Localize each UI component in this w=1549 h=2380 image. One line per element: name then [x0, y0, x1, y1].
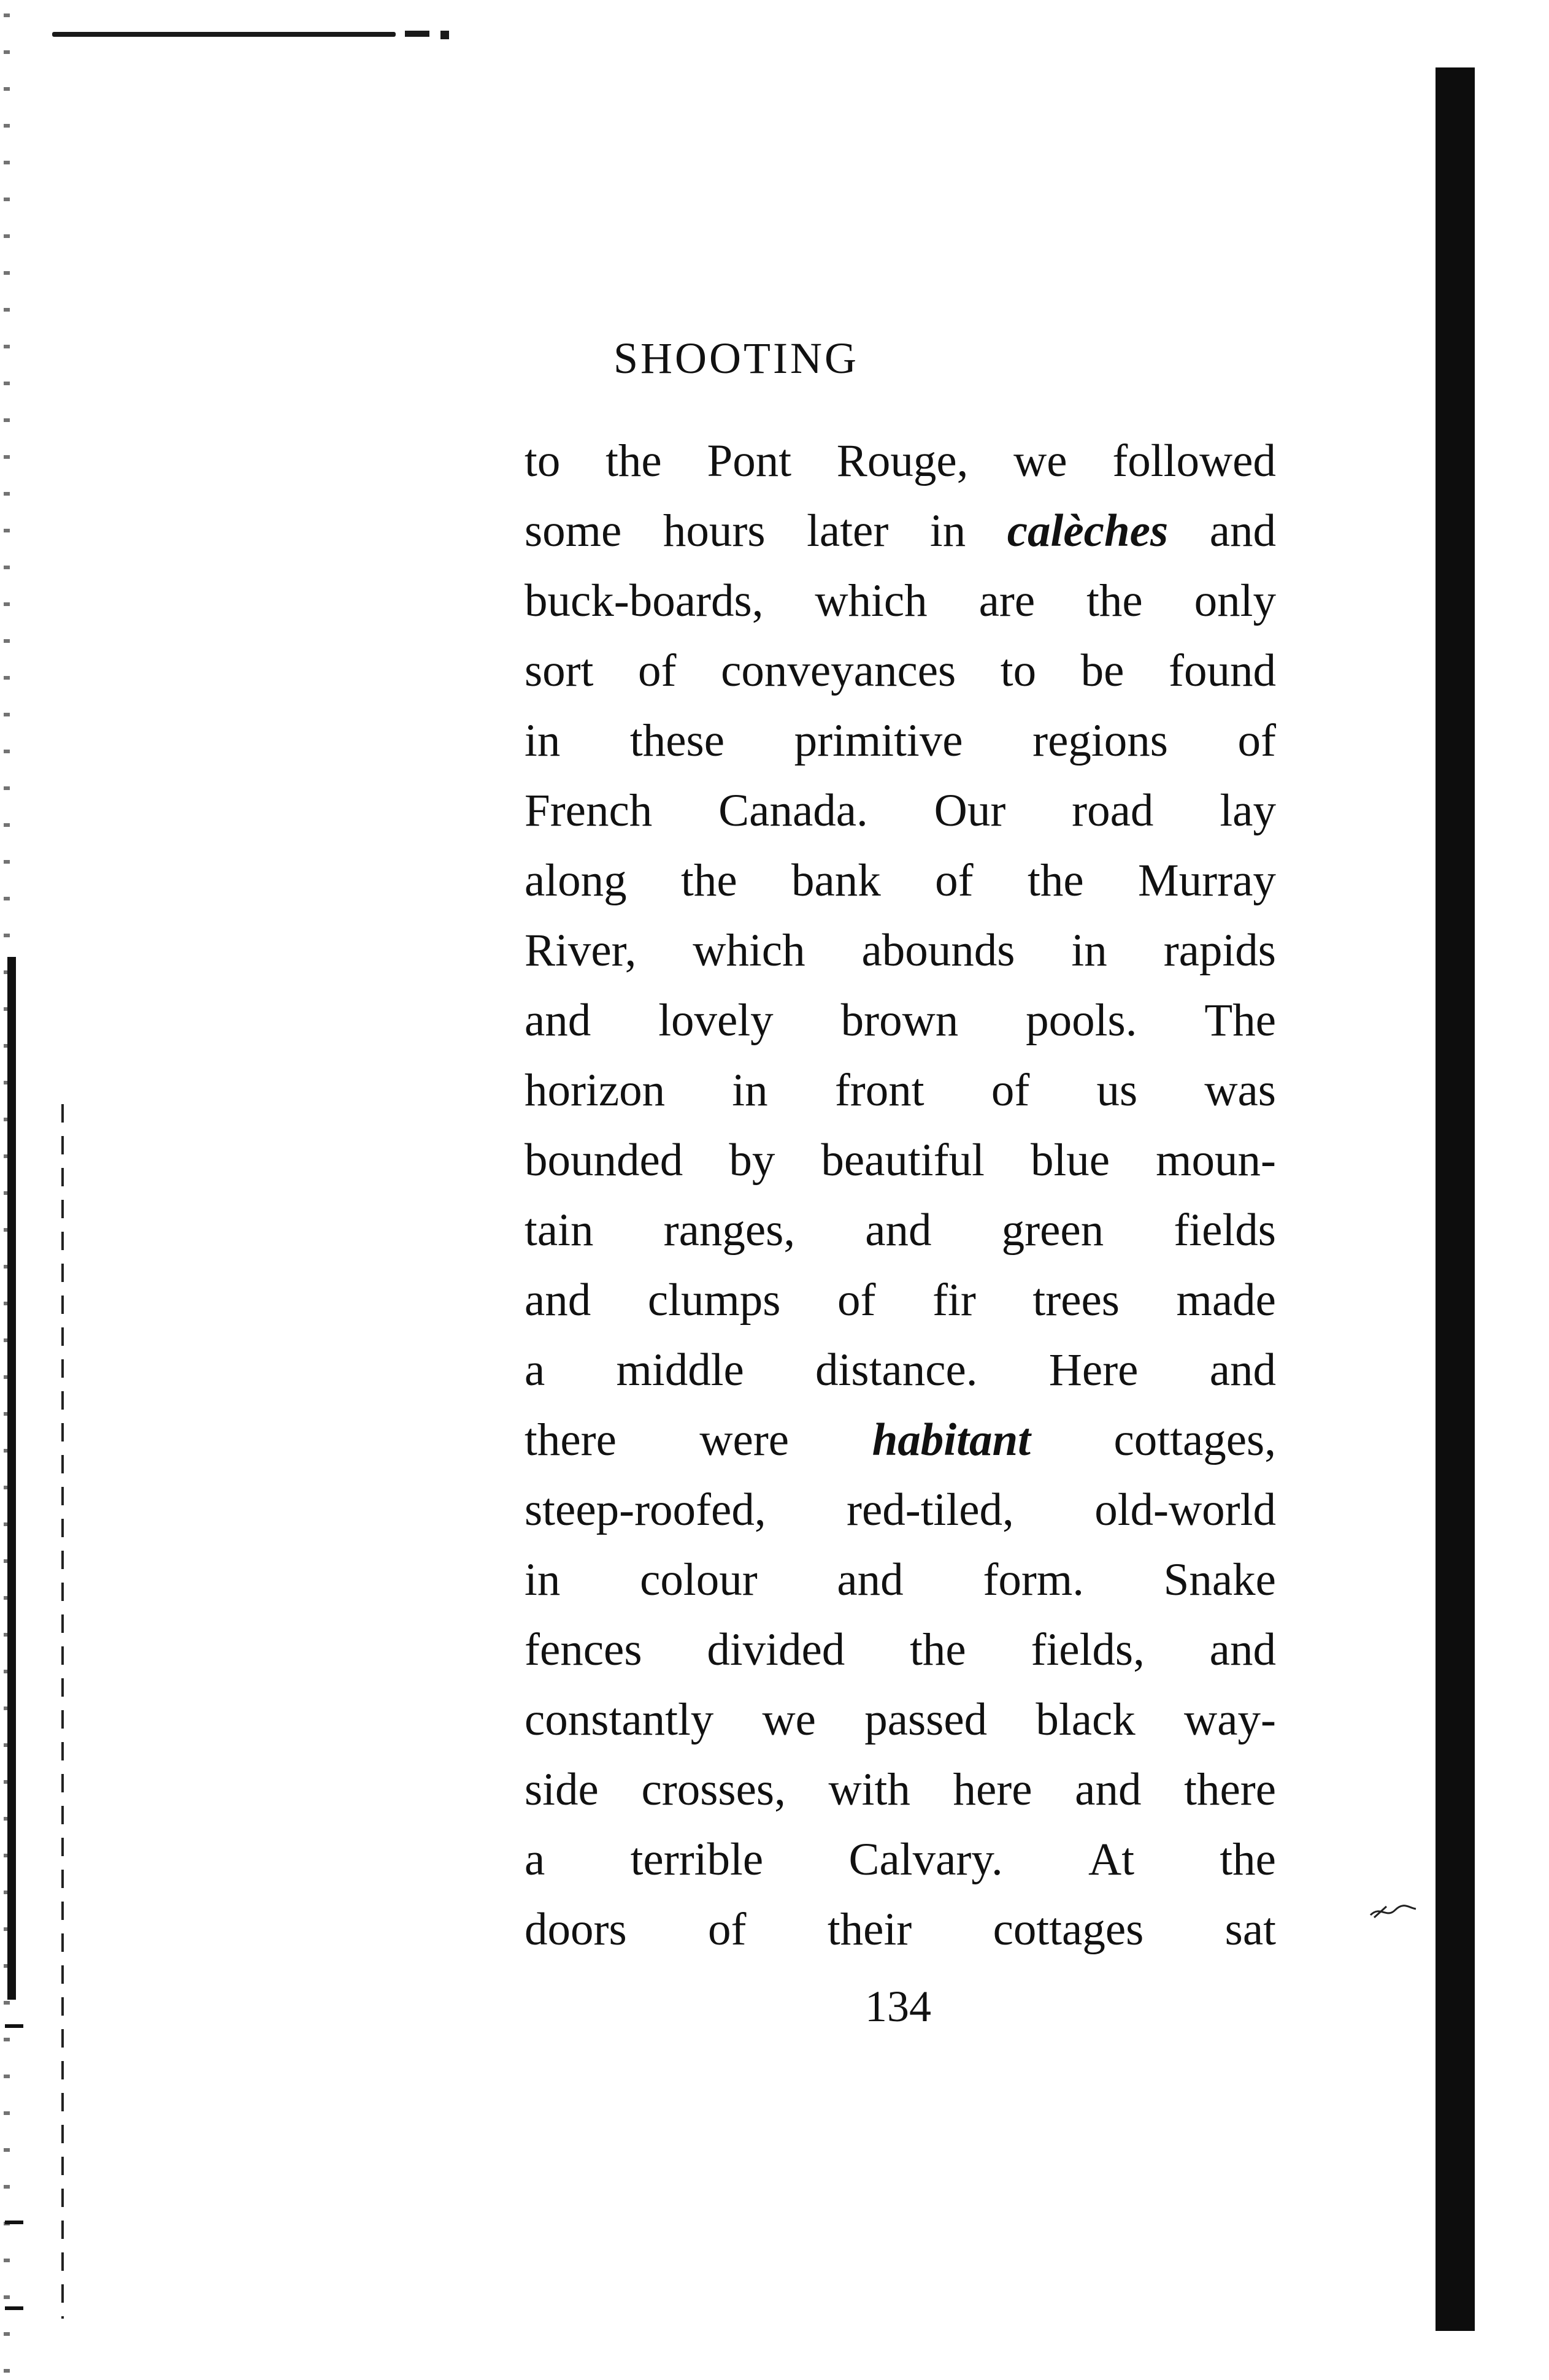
- word: by: [729, 1135, 775, 1186]
- word: moun-: [1156, 1135, 1276, 1186]
- word: crosses,: [641, 1764, 786, 1815]
- word: only: [1194, 575, 1276, 626]
- word: in: [1071, 925, 1107, 976]
- text-line: [525, 846, 1276, 916]
- word: conveyances: [721, 645, 956, 696]
- word: bounded: [525, 1135, 683, 1186]
- text-line: [525, 1895, 1276, 1965]
- word: lay: [1220, 785, 1276, 836]
- word: and: [525, 1275, 591, 1326]
- word: way-: [1184, 1694, 1276, 1745]
- word: buck-boards,: [525, 575, 764, 626]
- text-line: [525, 566, 1276, 636]
- text-line: [525, 1755, 1276, 1825]
- word: clumps: [647, 1275, 781, 1326]
- scan-artifact-left-tick: [5, 2221, 23, 2224]
- word: which: [693, 925, 805, 976]
- text-line: [525, 1335, 1276, 1405]
- scan-artifact-top-rule: [52, 32, 396, 37]
- word: there: [1184, 1764, 1276, 1815]
- word: brown: [840, 995, 959, 1046]
- word: Our: [934, 785, 1006, 836]
- text-line: [525, 636, 1276, 706]
- text-line: [525, 776, 1276, 846]
- text-line: [525, 706, 1276, 776]
- word: of: [837, 1275, 876, 1326]
- word: in: [525, 715, 561, 766]
- word: the: [1086, 575, 1143, 626]
- text-line: [525, 496, 1276, 566]
- running-head: SHOOTING: [613, 334, 859, 383]
- scan-artifact-left-thin-bar: [61, 1104, 64, 2319]
- word: River,: [525, 925, 637, 976]
- word: form.: [983, 1554, 1084, 1605]
- pen-mark-icon: [1368, 1902, 1417, 1920]
- word: distance.: [815, 1345, 978, 1395]
- word: green: [1001, 1205, 1104, 1256]
- word: to: [525, 436, 561, 486]
- word: in: [732, 1065, 768, 1116]
- word: red-tiled,: [846, 1484, 1014, 1535]
- word: tain: [525, 1205, 594, 1256]
- word: bank: [791, 855, 881, 906]
- word: doors: [525, 1904, 627, 1955]
- word: trees: [1032, 1275, 1120, 1326]
- word: these: [629, 715, 725, 766]
- word: the: [681, 855, 737, 906]
- word: of: [708, 1904, 747, 1955]
- word: are: [978, 575, 1036, 626]
- word: horizon: [525, 1065, 666, 1116]
- scan-artifact-left-bar: [7, 957, 16, 2000]
- word: Pont: [707, 436, 792, 486]
- page-number: 134: [865, 1982, 931, 2031]
- word: pools.: [1026, 995, 1137, 1046]
- word: was: [1204, 1065, 1276, 1116]
- word: some: [525, 505, 622, 556]
- word: regions: [1032, 715, 1168, 766]
- word: be: [1080, 645, 1124, 696]
- word: we: [1013, 436, 1067, 486]
- word: Snake: [1163, 1554, 1276, 1605]
- text-line: [525, 1615, 1276, 1685]
- word: constantly: [525, 1694, 714, 1745]
- word: which: [815, 575, 928, 626]
- text-line: [525, 916, 1276, 986]
- word: passed: [864, 1694, 988, 1745]
- scan-artifact-top-mark: [405, 31, 429, 37]
- word: black: [1036, 1694, 1136, 1745]
- word: us: [1096, 1065, 1138, 1116]
- text-line: [525, 1126, 1276, 1196]
- word: in: [525, 1554, 561, 1605]
- word: lovely: [658, 995, 774, 1046]
- word: followed: [1112, 436, 1276, 486]
- word: beautiful: [821, 1135, 985, 1186]
- word: colour: [640, 1554, 758, 1605]
- word: ranges,: [663, 1205, 796, 1256]
- word: cottages,: [1113, 1415, 1276, 1465]
- text-line: [525, 1196, 1276, 1265]
- word: of: [935, 855, 974, 906]
- word: were: [699, 1415, 790, 1465]
- italic-word: habitant: [872, 1415, 1031, 1465]
- word: divided: [707, 1624, 845, 1675]
- word: the: [1028, 855, 1084, 906]
- word: and: [865, 1205, 932, 1256]
- word: terrible: [630, 1834, 764, 1885]
- word: and: [1209, 1624, 1276, 1675]
- word: Canada.: [718, 785, 868, 836]
- word: of: [991, 1065, 1030, 1116]
- word: middle: [616, 1345, 744, 1395]
- word: and: [1209, 1345, 1276, 1395]
- word: the: [1220, 1834, 1276, 1885]
- word: and: [1075, 1764, 1142, 1815]
- text-line: [525, 1405, 1276, 1475]
- word: sort: [525, 645, 594, 696]
- word: old-world: [1094, 1484, 1276, 1535]
- word: of: [638, 645, 677, 696]
- scan-artifact-right-bar: [1436, 67, 1475, 2331]
- word: The: [1204, 995, 1276, 1046]
- word: with: [828, 1764, 910, 1815]
- word: blue: [1030, 1135, 1110, 1186]
- word: a: [525, 1345, 545, 1395]
- word: French: [525, 785, 653, 836]
- word: there: [525, 1415, 617, 1465]
- word: the: [605, 436, 662, 486]
- word: fences: [525, 1624, 642, 1675]
- word: abounds: [861, 925, 1015, 976]
- word: along: [525, 855, 627, 906]
- body-text: [525, 426, 1276, 1965]
- word: Here: [1048, 1345, 1139, 1395]
- scan-artifact-top-dot: [440, 31, 449, 39]
- text-line: [525, 986, 1276, 1056]
- word: made: [1176, 1275, 1276, 1326]
- word: fields,: [1031, 1624, 1145, 1675]
- text-line: [525, 1685, 1276, 1755]
- word: a: [525, 1834, 545, 1885]
- word: Murray: [1138, 855, 1276, 906]
- word: front: [834, 1065, 924, 1116]
- word: in: [929, 505, 966, 556]
- word: At: [1088, 1834, 1135, 1885]
- word: their: [827, 1904, 912, 1955]
- word: we: [762, 1694, 816, 1745]
- word: fields: [1174, 1205, 1276, 1256]
- word: road: [1072, 785, 1154, 836]
- text-line: [525, 1056, 1276, 1126]
- text-line: [525, 1475, 1276, 1545]
- word: Rouge,: [836, 436, 969, 486]
- word: rapids: [1163, 925, 1276, 976]
- word: hours: [663, 505, 766, 556]
- word: steep-roofed,: [525, 1484, 766, 1535]
- word: the: [910, 1624, 966, 1675]
- word: and: [525, 995, 591, 1046]
- word: and: [1209, 505, 1276, 556]
- word: Calvary.: [848, 1834, 1003, 1885]
- word: cottages: [993, 1904, 1144, 1955]
- word: and: [837, 1554, 904, 1605]
- word: to: [1000, 645, 1037, 696]
- scan-artifact-left-tick: [5, 2306, 23, 2310]
- word: of: [1237, 715, 1276, 766]
- text-line: [525, 1265, 1276, 1335]
- text-line: [525, 426, 1276, 496]
- text-line: [525, 1545, 1276, 1615]
- word: found: [1169, 645, 1276, 696]
- word: side: [525, 1764, 599, 1815]
- italic-word: calèches: [1007, 505, 1169, 556]
- word: sat: [1224, 1904, 1276, 1955]
- scan-artifact-left-tick: [5, 2024, 23, 2028]
- word: fir: [932, 1275, 976, 1326]
- word: here: [953, 1764, 1032, 1815]
- text-line: [525, 1825, 1276, 1895]
- word: later: [807, 505, 889, 556]
- word: primitive: [794, 715, 963, 766]
